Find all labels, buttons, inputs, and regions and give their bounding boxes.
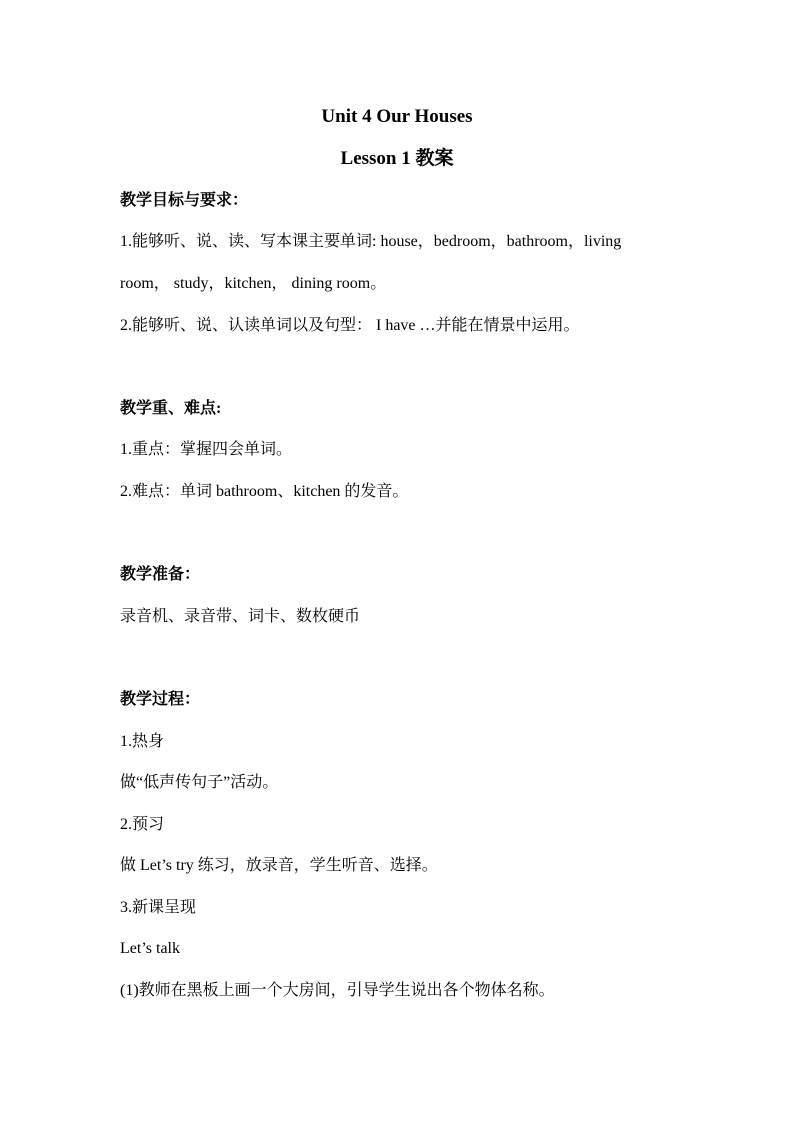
key-points-heading: 教学重、难点: xyxy=(120,400,222,417)
process-step-2-title: 2.预习 xyxy=(120,816,165,833)
process-heading: 教学过程： xyxy=(120,691,201,708)
key-points-item-1: 1.重点：掌握四会单词。 xyxy=(120,441,293,458)
process-step-3-title: 3.新课呈现 xyxy=(120,899,197,916)
objectives-item-2: 2.能够听、说、认读单词以及句型： I have …并能在情景中运用。 xyxy=(120,317,580,334)
process-step-3-item-1: (1)教师在黑板上画一个大房间，引导学生说出各个物体名称。 xyxy=(120,982,555,999)
preparation-text: 录音机、录音带、词卡、数枚硬币 xyxy=(120,608,361,625)
key-points-item-2: 2.难点：单词 bathroom、kitchen 的发音。 xyxy=(120,483,409,500)
document-subtitle: Lesson 1 教案 xyxy=(340,148,454,169)
process-step-3-subheading: Let’s talk xyxy=(120,940,180,957)
process-step-2-text: 做 Let’s try 练习，放录音，学生听音、选择。 xyxy=(120,857,438,874)
document-title: Unit 4 Our Houses xyxy=(321,106,473,127)
preparation-heading: 教学准备： xyxy=(120,566,201,583)
objectives-item-1-line-2: room， study，kitchen， dining room。 xyxy=(120,275,387,292)
objectives-heading: 教学目标与要求： xyxy=(120,192,249,209)
process-step-1-title: 1.热身 xyxy=(120,733,165,750)
objectives-item-1-line-1: 1.能够听、说、读、写本课主要单词: house，bedroom，bathroom，living xyxy=(120,233,622,250)
process-step-1-text: 做“低声传句子”活动。 xyxy=(120,774,279,791)
